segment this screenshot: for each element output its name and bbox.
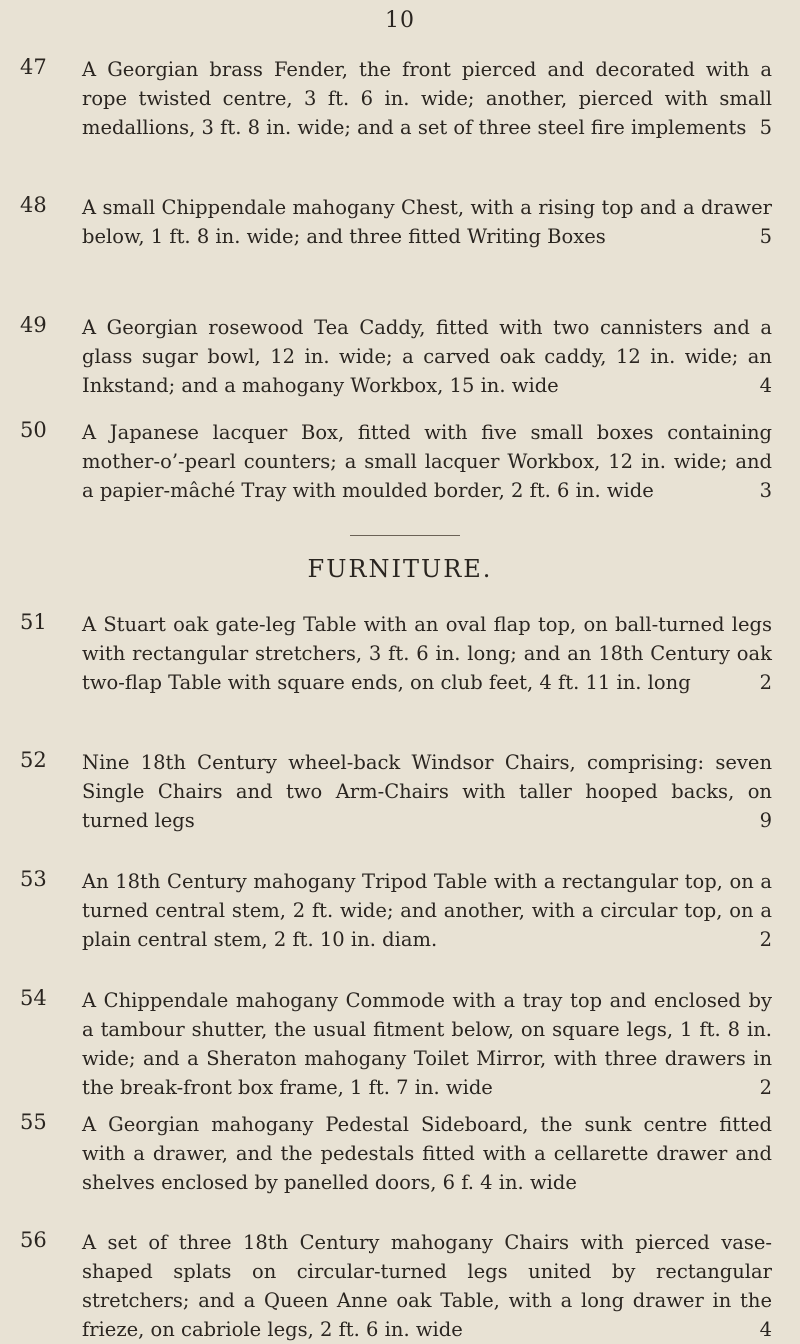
lot-price: 3 <box>759 479 772 502</box>
lot-price: 2 <box>759 671 772 694</box>
lot-price: 5 <box>759 116 772 139</box>
lot-price: 9 <box>759 809 772 832</box>
section-heading: FURNITURE. <box>307 555 493 583</box>
lot-number: 55 <box>20 1110 47 1134</box>
lot-number: 56 <box>20 1228 47 1252</box>
lot-description: A Chippendale mahogany Commode with a tray top and enclosed by a tambour shutter, the usual fitment below, on square legs, 1 ft. 8 in. wide; and a Sheraton mahogany Toilet Mirror, with three drawers in the break-front box frame, 1 ft. 7 in. wide 2 <box>82 986 772 1102</box>
lot-description: An 18th Century mahogany Tripod Table with a rectangular top, on a turned central stem, 2 ft. wide; and another, with a circular top, on a plain central stem, 2 ft. 10 in. diam. 2 <box>82 867 772 954</box>
lot-description: A Georgian rosewood Tea Caddy, fitted with two cannisters and a glass sugar bowl, 12 in. wide; a carved oak caddy, 12 in. wide; an Inkstand; and a mahogany Workbox, 15 in. wide 4 <box>82 313 772 400</box>
lot-price: 4 <box>759 1318 772 1341</box>
lot-number: 51 <box>20 610 47 634</box>
lot-number: 54 <box>20 986 47 1010</box>
lot-description: A set of three 18th Century mahogany Chairs with pierced vase-shaped splats on circular-turned legs united by rectangular stretchers; and a Queen Anne oak Table, with a long drawer in the frieze, on cabriole legs, 2 ft. 6 in. wide 4 <box>82 1228 772 1344</box>
lot-number: 50 <box>20 418 47 442</box>
lot-description: A Georgian brass Fender, the front pierced and decorated with a rope twisted centre, 3 ft. 6 in. wide; another, pierced with small medallions, 3 ft. 8 in. wide; and a set of three steel fire implements 5 <box>82 55 772 142</box>
lot-price: 2 <box>759 1076 772 1099</box>
lot-description: A Japanese lacquer Box, fitted with five small boxes containing mother-o’-pearl counters; a small lacquer Workbox, 12 in. wide; and a papier-mâché Tray with moulded border, 2 ft. 6 in. wide 3 <box>82 418 772 505</box>
lot-number: 52 <box>20 748 47 772</box>
lot-description: A Stuart oak gate-leg Table with an oval flap top, on ball-turned legs with rectangular stretchers, 3 ft. 6 in. long; and an 18th Century oak two-flap Table with square ends, on club feet, 4 ft. 11 in. long 2 <box>82 610 772 697</box>
lot-number: 53 <box>20 867 47 891</box>
lot-description: A small Chippendale mahogany Chest, with a rising top and a drawer below, 1 ft. 8 in. wide; and three fitted Writing Boxes 5 <box>82 193 772 251</box>
section-divider <box>350 535 460 536</box>
lot-number: 48 <box>20 193 47 217</box>
lot-price: 5 <box>759 225 772 248</box>
lot-number: 47 <box>20 55 47 79</box>
lot-description: Nine 18th Century wheel-back Windsor Chairs, comprising: seven Single Chairs and two Arm-Chairs with taller hooped backs, on turned legs 9 <box>82 748 772 835</box>
lot-description: A Georgian mahogany Pedestal Sideboard, the sunk centre fitted with a drawer, and the pedestals fitted with a cellarette drawer and shelves enclosed by panelled doors, 6 f. 4 in. wide <box>82 1113 772 1194</box>
page-number: 10 <box>385 8 415 33</box>
lot-price: 2 <box>759 928 772 951</box>
lot-price: 4 <box>759 374 772 397</box>
lot-number: 49 <box>20 313 47 337</box>
